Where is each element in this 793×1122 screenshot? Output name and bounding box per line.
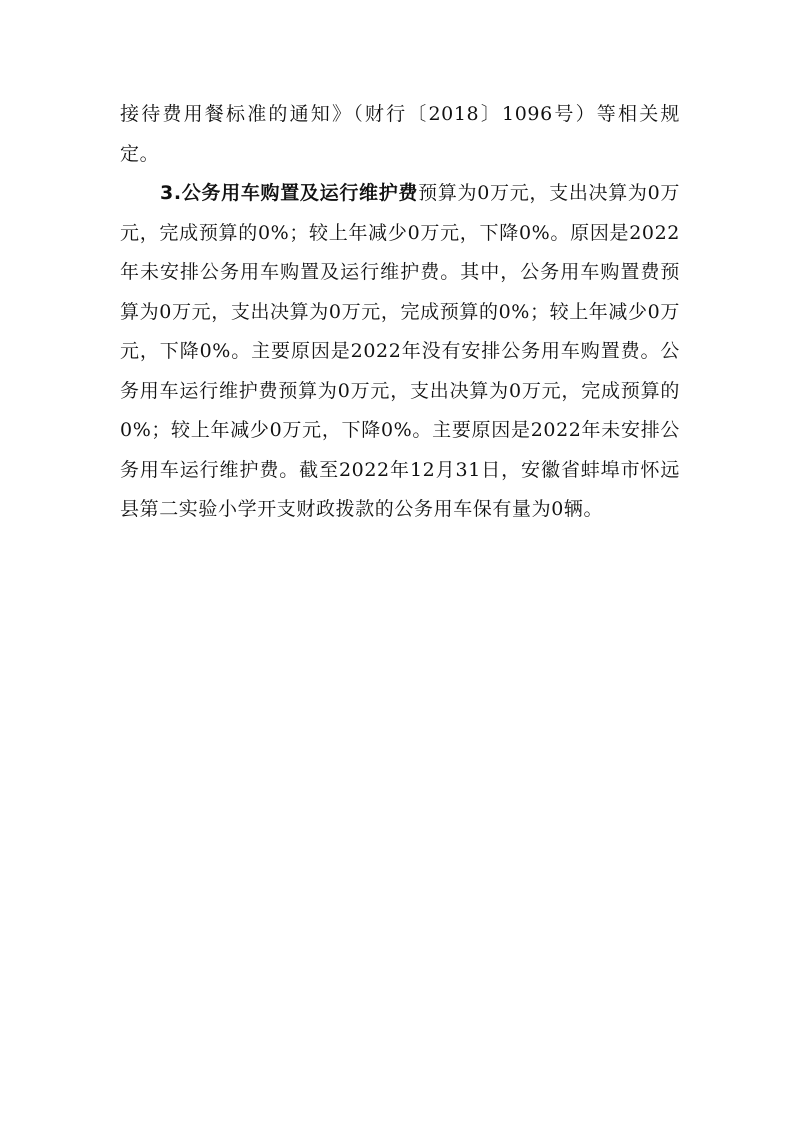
paragraph-hospitality-regulation	[120, 95, 680, 174]
section-heading-vehicle-costs: 3.公务用车购置及运行维护费	[160, 182, 419, 204]
paragraph-text: 预算为0万元，支出决算为0万元，完成预算的0%；较上年减少0万元，下降0%。原因是2022年未安排公务用车购置及运行维护费。其中，公务用车购置费预算为0万元，支出决算为0万元，完成预算的0%；较上年减少0万元，下降0%。主要原因是2022年没有安排公务用车购置费。公务用车运行维护费预算为0万元，支出决算为0万元，完成预算的0%；较上年减少0万元，下降0%。主要原因是2022年未安排公务用车运行维护费。截至2022年12月31日，安徽省蚌埠市怀远县第二实验小学开支财政拨款的公务用车保有量为0辆。	[120, 182, 681, 520]
paragraph-official-vehicle	[120, 174, 680, 530]
paragraph-text: 接待费用餐标准的通知》（财行〔2018〕1096号）等相关规定。	[120, 103, 680, 165]
document-body	[120, 95, 680, 530]
